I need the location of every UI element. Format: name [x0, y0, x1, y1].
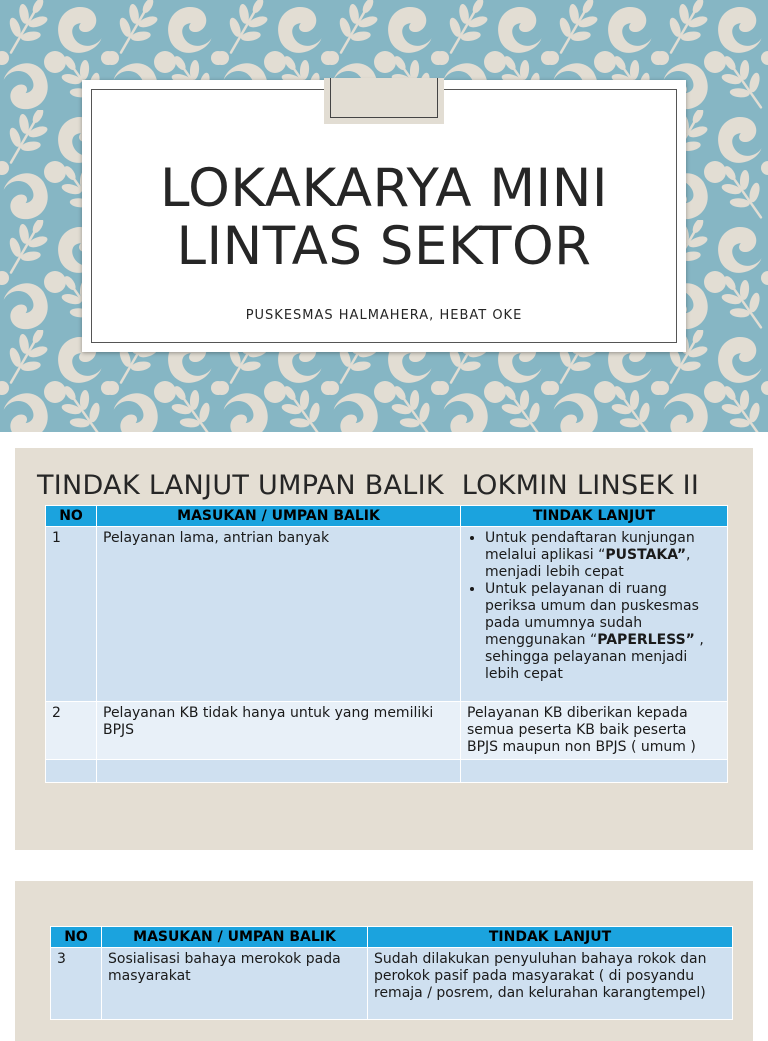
- title-line-1: LOKAKARYA MINI: [160, 158, 608, 219]
- row-follow-up: [461, 527, 728, 702]
- feedback-table-continued: [50, 926, 733, 1020]
- column-header-no: NO: [51, 927, 102, 948]
- table-header-row: [51, 927, 733, 948]
- table-header-row: [46, 506, 728, 527]
- row-feedback: Sosialisasi bahaya merokok pada masyarakat: [102, 948, 368, 1020]
- decorative-tab: [324, 78, 444, 124]
- column-header-tindak-lanjut: TINDAK LANJUT: [461, 506, 728, 527]
- row-number: 1: [46, 527, 97, 702]
- follow-up-list: [467, 530, 721, 683]
- title-card-frame: [91, 89, 677, 343]
- row-follow-up: Pelayanan KB diberikan kepada semua peserta KB baik peserta BPJS maupun non BPJS ( umum ): [461, 702, 728, 760]
- app-name-pustaka: PUSTAKA”: [605, 547, 687, 563]
- row-number: 3: [51, 948, 102, 1020]
- table-row: [46, 702, 728, 760]
- title-line-2: LINTAS SEKTOR: [176, 216, 592, 277]
- feedback-table: [45, 505, 728, 783]
- row-follow-up: Sudah dilakukan penyuluhan bahaya rokok dan perokok pasif pada masyarakat ( di posyandu remaja / posrem, dan kelurahan karangtempel): [368, 948, 733, 1020]
- column-header-no: NO: [46, 506, 97, 527]
- follow-up-slide: [15, 448, 753, 850]
- column-header-masukan: MASUKAN / UMPAN BALIK: [97, 506, 461, 527]
- slide-heading: TINDAK LANJUT UMPAN BALIK LOKMIN LINSEK II: [37, 470, 700, 501]
- column-header-masukan: MASUKAN / UMPAN BALIK: [102, 927, 368, 948]
- follow-up-item: • Untuk pendaftaran kunjungan melalui aplikasi “PUSTAKA”, menjadi lebih cepat: [485, 530, 721, 581]
- follow-up-slide-continued: [15, 881, 753, 1041]
- row-feedback: Pelayanan KB tidak hanya untuk yang memiliki BPJS: [97, 702, 461, 760]
- row-number: 2: [46, 702, 97, 760]
- table-row: [46, 527, 728, 702]
- row-feedback: Pelayanan lama, antrian banyak: [97, 527, 461, 702]
- presentation-subtitle: PUSKESMAS HALMAHERA, HEBAT OKE: [245, 308, 523, 323]
- presentation-title: [92, 160, 676, 276]
- table-row: [51, 948, 733, 1020]
- title-card: [82, 80, 686, 352]
- table-row-empty: [46, 760, 728, 783]
- term-paperless: PAPERLESS”: [597, 632, 695, 648]
- column-header-tindak-lanjut: TINDAK LANJUT: [368, 927, 733, 948]
- decorative-tab-frame: [330, 78, 438, 118]
- title-slide: [0, 0, 768, 432]
- follow-up-item: • Untuk pelayanan di ruang periksa umum dan puskesmas pada umumnya sudah menggunakan “PAPERLESS” , sehingga pelayanan menjadi lebih cepat: [485, 581, 721, 683]
